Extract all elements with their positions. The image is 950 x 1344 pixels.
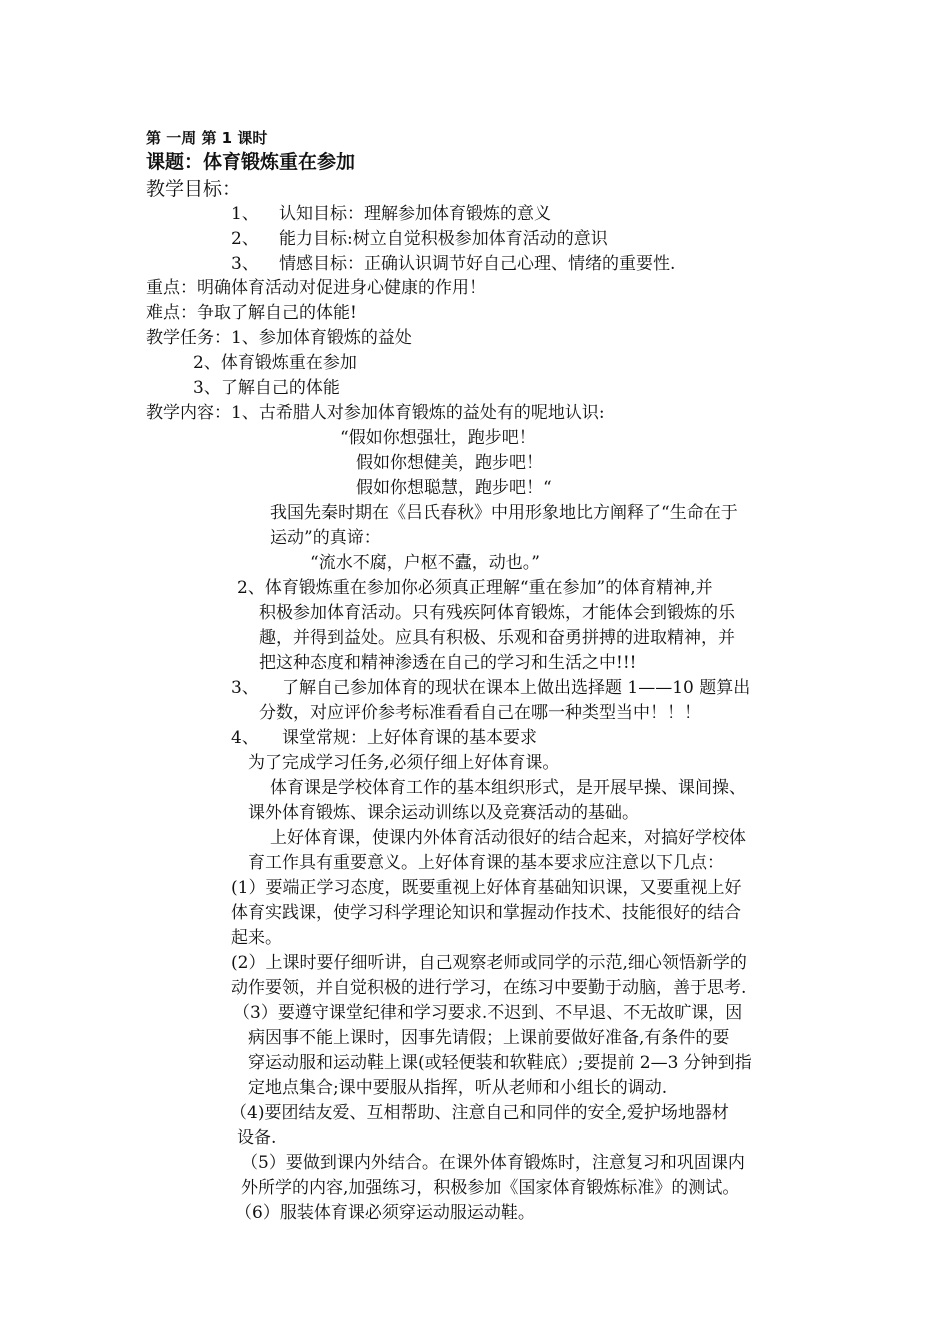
key-point: 重点：明确体育活动对促进身心健康的作用！	[146, 278, 486, 298]
section3-line-2: 分数，对应评价参考标准看看自己在哪一种类型当中！！！	[259, 703, 701, 723]
req4-line-1: （4)要团结友爱、互相帮助、注意自己和同伴的安全,爱护场地器材	[230, 1103, 729, 1123]
goal-number-3: 3、	[231, 254, 259, 274]
goal-number-1: 1、	[231, 204, 259, 224]
section2-line-4: 把这种态度和精神渗透在自己的学习和生活之中!!!	[259, 653, 637, 673]
quote-line-3: 假如你想聪慧，跑步吧！“	[356, 478, 552, 498]
goal-item-2: 能力目标:树立自觉积极参加体育活动的意识	[279, 229, 608, 249]
req6-line: （6）服装体育课必须穿运动服运动鞋。	[235, 1203, 535, 1223]
content-intro: 教学内容：1、古希腊人对参加体育锻炼的益处有的呢地认识:	[146, 403, 605, 423]
china-line-1: 我国先秦时期在《吕氏春秋》中用形象地比方阐释了“生命在于	[270, 503, 738, 523]
section4-title: 课堂常规：上好体育课的基本要求	[282, 728, 537, 748]
req4-line-2: 设备.	[237, 1128, 277, 1148]
section3-number: 3、	[231, 678, 259, 698]
china-quote: “流水不腐，户枢不蠹，动也。”	[310, 553, 540, 573]
req1-line-2: 体育实践课，使学习科学理论知识和掌握动作技术、技能很好的结合	[231, 903, 741, 923]
section4-line-1: 为了完成学习任务,必须仔细上好体育课。	[248, 753, 560, 773]
req3-line-3: 穿运动服和运动鞋上课(或轻便装和软鞋底）;要提前 2—3 分钟到指	[248, 1053, 752, 1073]
section4-line-2: 体育课是学校体育工作的基本组织形式，是开展早操、课间操、	[270, 778, 746, 798]
req2-line-1: (2）上课时要仔细听讲，自己观察老师或同学的示范,细心领悟新学的	[231, 953, 747, 973]
section2-line-2: 积极参加体育活动。只有残疾阿体育锻炼，才能体会到锻炼的乐	[259, 603, 735, 623]
section4-number: 4、	[231, 728, 259, 748]
goal-number-2: 2、	[231, 229, 259, 249]
task-line-1: 教学任务：1、参加体育锻炼的益处	[146, 328, 412, 348]
req1-line-1: (1）要端正学习态度，既要重视上好体育基础知识课，又要重视上好	[231, 878, 742, 898]
section4-line-5: 育工作具有重要意义。上好体育课的基本要求应注意以下几点：	[248, 853, 724, 873]
section2-line-1: 2、体育锻炼重在参加你必须真正理解“重在参加”的体育精神,并	[237, 578, 713, 598]
req5-line-1: （5）要做到课内外结合。在课外体育锻炼时，注意复习和巩固课内	[241, 1153, 745, 1173]
req1-line-3: 起来。	[231, 928, 282, 948]
req3-line-2: 病因事不能上课时，因事先请假；上课前要做好准备,有条件的要	[248, 1028, 730, 1048]
req3-line-4: 定地点集合;课中要服从指挥，听从老师和小组长的调动.	[248, 1078, 668, 1098]
topic-heading: 课题：体育锻炼重在参加	[146, 151, 356, 173]
section2-line-3: 趣，并得到益处。应具有积极、乐观和奋勇拼搏的进取精神，并	[259, 628, 735, 648]
quote-line-1: “假如你想强壮，跑步吧！	[340, 428, 536, 448]
section4-line-4: 上好体育课，使课内外体育活动很好的结合起来，对搞好学校体	[270, 828, 746, 848]
req5-line-2: 外所学的内容,加强练习，积极参加《国家体育锻炼标准》的测试。	[241, 1178, 740, 1198]
difficulty: 难点：争取了解自己的体能!	[146, 303, 357, 323]
goal-item-3: 情感目标：正确认识调节好自己心理、情绪的重要性.	[279, 254, 676, 274]
section4-line-3: 课外体育锻炼、课余运动训练以及竞赛活动的基础。	[248, 803, 639, 823]
req2-line-2: 动作要领，并自觉积极的进行学习，在练习中要勤于动脑，善于思考.	[231, 978, 747, 998]
task-line-3: 3、了解自己的体能	[193, 378, 340, 398]
quote-line-2: 假如你想健美，跑步吧！	[356, 453, 543, 473]
section3-line-1: 了解自己参加体育的现状在课本上做出选择题 1——10 题算出	[282, 678, 751, 698]
china-line-2: 运动”的真谛：	[270, 528, 381, 548]
task-line-2: 2、体育锻炼重在参加	[193, 353, 357, 373]
week-heading: 第 一周 第 1 课时	[146, 129, 268, 147]
req3-line-1: （3）要遵守课堂纪律和学习要求.不迟到、不早退、不无故旷课，因	[233, 1003, 743, 1023]
goal-item-1: 认知目标：理解参加体育锻炼的意义	[279, 204, 551, 224]
goals-heading: 教学目标：	[146, 178, 242, 200]
